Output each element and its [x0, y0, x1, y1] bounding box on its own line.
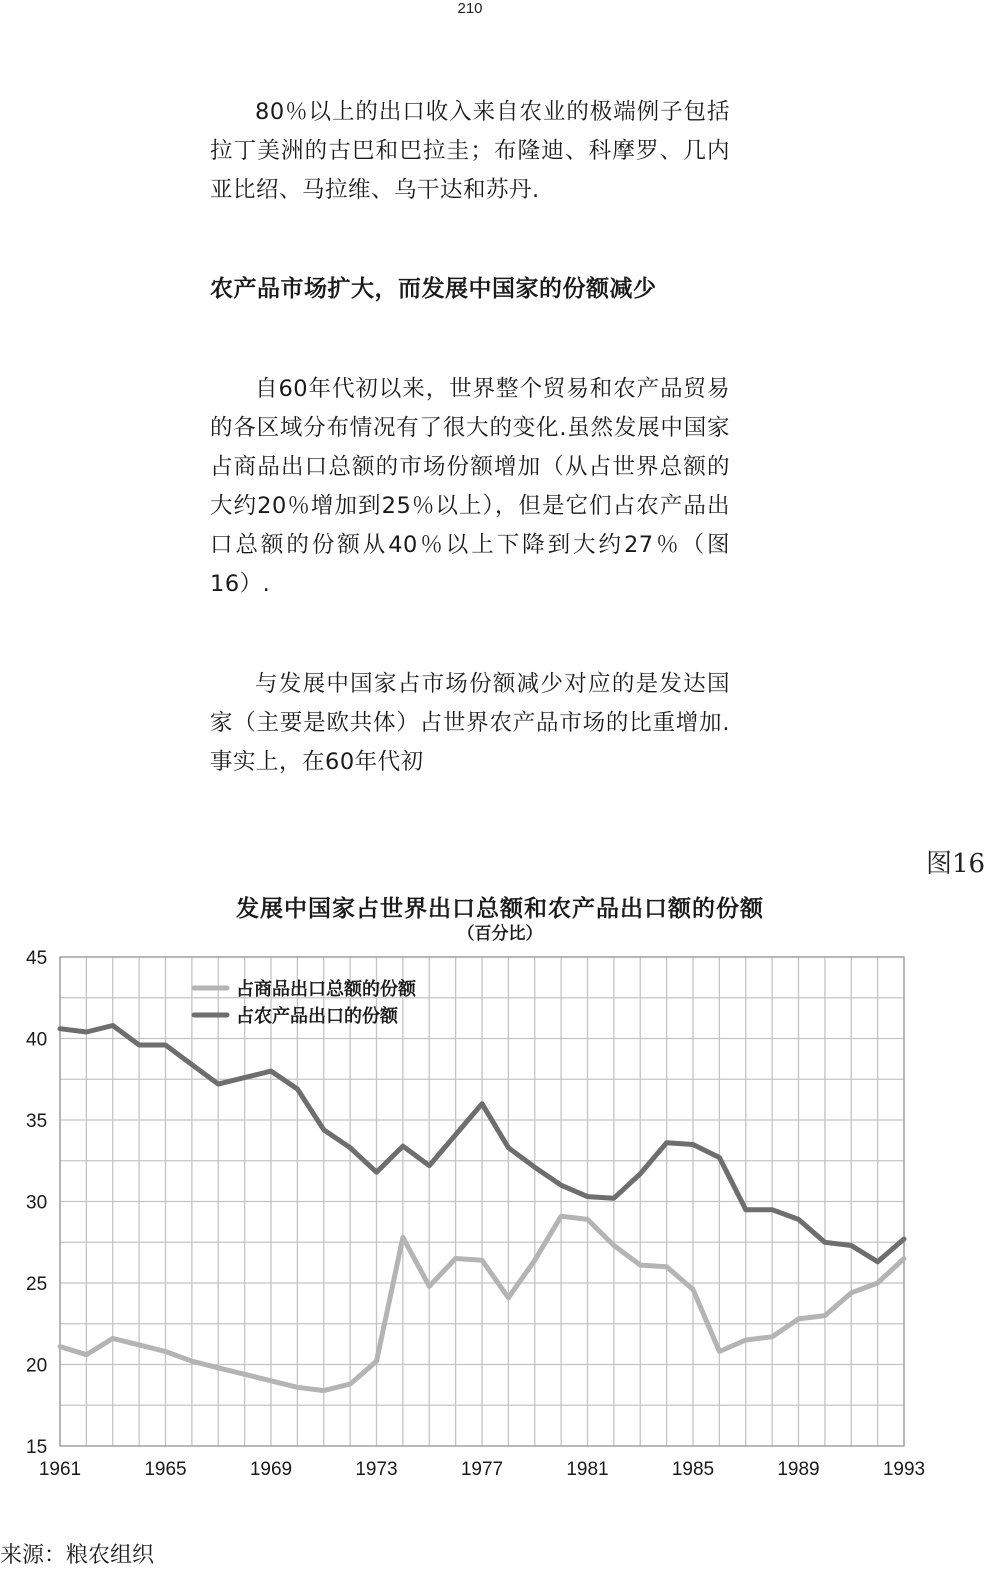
y-tick-label: 30: [26, 1192, 48, 1214]
y-tick-label: 35: [26, 1111, 48, 1132]
y-tick-label: 25: [26, 1274, 48, 1295]
section-heading: 农产品市场扩大，而发展中国家的份额减少: [210, 276, 657, 302]
paragraph-2-text: 自60年代初以来，世界整个贸易和农产品贸易的各区域分布情况有了很大的变化.虽然发展中国家占商品出口总额的市场份额增加（从占世界总额的大约20％增加到25％以上），但是它们占农产品出口总额的份额从40％以上下降到大约27％（图16）.: [210, 376, 730, 597]
x-tick-label: 1965: [144, 1459, 187, 1480]
chart-grid: [60, 957, 904, 1446]
chart-subtitle: （百分比）: [457, 924, 543, 944]
x-tick-label: 1981: [566, 1459, 609, 1480]
page-number: 210: [457, 0, 483, 17]
paragraph-1-text: 80％以上的出口收入来自农业的极端例子包括拉丁美洲的古巴和巴拉圭；布隆迪、科摩罗、几内亚比绍、马拉维、乌干达和苏丹.: [210, 99, 730, 203]
chart-legend: [194, 978, 417, 1027]
y-tick-label: 45: [26, 948, 48, 969]
figure-label: 图16: [926, 849, 986, 879]
legend-label: 占商品出口总额的份额: [236, 979, 416, 1000]
y-tick-label: 15: [26, 1437, 48, 1458]
y-tick-label: 40: [26, 1029, 48, 1051]
y-tick-label: 20: [26, 1355, 48, 1377]
chart-title: 发展中国家占世界出口总额和农产品出口额的份额: [236, 896, 764, 922]
x-tick-label: 1977: [460, 1459, 504, 1480]
paragraph-3-text: 与发展中国家占市场份额减少对应的是发达国家（主要是欧共体）占世界农产品市场的比重增加.事实上，在60年代初: [210, 671, 730, 775]
x-tick-label: 1973: [355, 1459, 398, 1480]
x-tick-label: 1993: [882, 1459, 926, 1480]
x-tick-label: 1961: [38, 1459, 82, 1480]
x-tick-label: 1969: [249, 1459, 293, 1480]
x-tick-label: 1985: [671, 1459, 715, 1480]
legend-label: 占农产品出口的份额: [236, 1006, 398, 1027]
source-note: 来源：粮农组织: [0, 1543, 155, 1568]
x-tick-label: 1989: [777, 1459, 820, 1480]
